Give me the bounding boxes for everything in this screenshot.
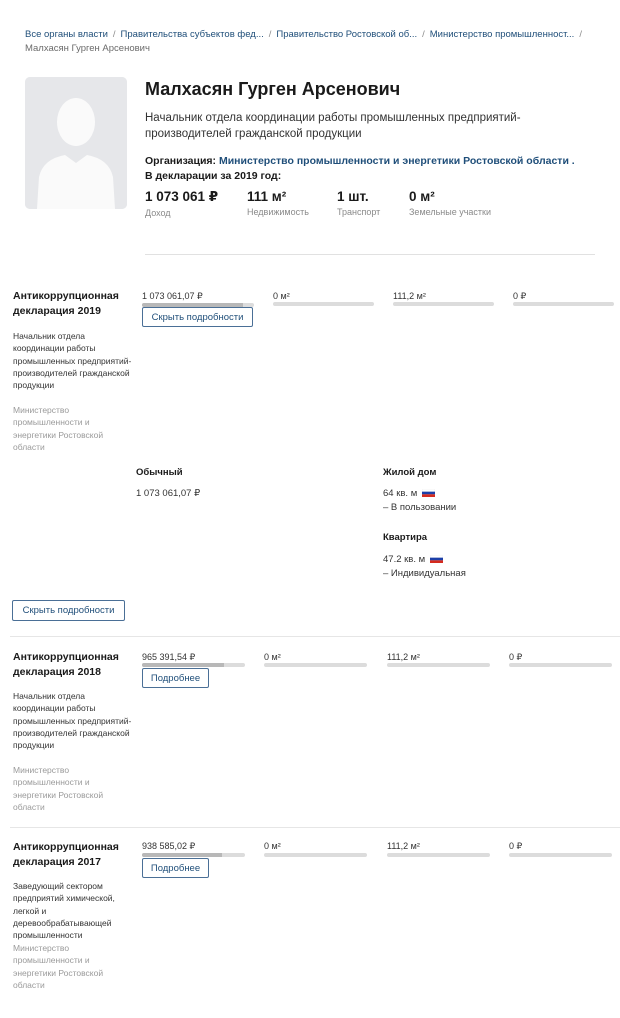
russia-flag-icon xyxy=(430,555,443,563)
stat-value: 111 м² xyxy=(247,189,287,204)
declaration-title: Антикоррупционная декларация 2017 xyxy=(13,841,119,868)
breadcrumb-separator: / xyxy=(422,29,425,40)
hide-details-bottom-button[interactable]: Скрыть подробности xyxy=(12,600,125,621)
organization-label: Организация: xyxy=(145,155,217,167)
stat-label: Доход xyxy=(145,208,171,218)
organization-link[interactable]: Министерство промышленности и энергетики Ростовской области . xyxy=(218,155,575,167)
stat-income xyxy=(145,189,218,218)
realty-area xyxy=(383,487,435,501)
income-value: 965 391,54 ₽ xyxy=(142,652,196,662)
declaration-position: Заведующий сектором предприятий химической, легкой и деревообрабатывающей промышленности xyxy=(13,881,115,941)
breadcrumb-item[interactable]: Правительства субъектов фед... xyxy=(120,29,264,40)
breadcrumb-separator: / xyxy=(268,29,272,40)
declaration-position: Начальник отдела координации работы промышленных предприятий-производителей гражданской продукции xyxy=(13,691,132,751)
land-value: 0 м² xyxy=(264,652,281,662)
income-value: 1 073 061,07 ₽ xyxy=(142,291,203,301)
breadcrumb-item[interactable]: Министерство промышленност... xyxy=(429,29,575,40)
breadcrumb-separator: / xyxy=(579,29,582,40)
income-value: 938 585,02 ₽ xyxy=(142,841,196,851)
declaration-organization: Министерство промышленности и энергетики Ростовской области xyxy=(13,943,104,990)
breadcrumb-current: Малхасян Гурген Арсенович xyxy=(25,43,150,54)
realty-area-value: 64 кв. м xyxy=(383,488,418,499)
stat-label: Земельные участки xyxy=(409,207,492,217)
declaration-organization: Министерство промышленности и энергетики Ростовской области xyxy=(13,405,104,452)
stat-value: 1 шт. xyxy=(337,189,369,204)
organization-line xyxy=(145,155,575,167)
declaration-year-label: В декларации за 2019 год: xyxy=(145,170,282,182)
income-type-value: 1 073 061,07 ₽ xyxy=(136,488,201,499)
realty-area-value: 47.2 кв. м xyxy=(383,554,426,565)
stat-transport xyxy=(337,189,380,217)
vehicle-bar xyxy=(513,302,614,306)
declaration-title: Антикоррупционная декларация 2019 xyxy=(13,290,119,317)
stat-label: Транспорт xyxy=(337,207,381,217)
vehicle-value: 0 ₽ xyxy=(513,291,527,301)
stat-value: 1 073 061 ₽ xyxy=(145,189,219,204)
person-silhouette-icon xyxy=(25,77,127,209)
more-details-button[interactable]: Подробнее xyxy=(142,668,209,688)
divider xyxy=(145,254,595,255)
realty-type-heading: Квартира xyxy=(383,532,428,543)
stat-realty xyxy=(247,189,309,217)
realty-bar xyxy=(393,302,494,306)
hide-details-button[interactable]: Скрыть подробности xyxy=(142,307,253,327)
realty-bar xyxy=(387,663,490,667)
breadcrumb-item[interactable]: Все органы власти xyxy=(25,29,108,40)
land-bar xyxy=(264,663,367,667)
income-bar xyxy=(142,853,245,857)
realty-ownership: – Индивидуальная xyxy=(383,568,466,579)
income-bar xyxy=(142,663,245,667)
stat-label: Недвижимость xyxy=(247,207,309,217)
realty-bar xyxy=(387,853,490,857)
income-type-heading: Обычный xyxy=(136,467,183,478)
row-separator xyxy=(10,636,620,637)
stat-land xyxy=(409,189,491,217)
avatar xyxy=(25,77,127,209)
income-bar-fill xyxy=(142,663,224,667)
person-position: Начальник отдела координации работы промышленных предприятий-производителей гражданской продукции xyxy=(145,112,521,140)
row-separator xyxy=(10,827,620,828)
person-name: Малхасян Гурген Арсенович xyxy=(145,79,401,99)
realty-value: 111,2 м² xyxy=(393,291,426,301)
breadcrumb-item[interactable]: Правительство Ростовской об... xyxy=(276,29,418,40)
stat-value: 0 м² xyxy=(409,189,435,204)
vehicle-value: 0 ₽ xyxy=(509,652,523,662)
land-value: 0 м² xyxy=(273,291,290,301)
vehicle-value: 0 ₽ xyxy=(509,841,523,851)
breadcrumb xyxy=(25,28,605,56)
vehicle-bar xyxy=(509,853,612,857)
declaration-organization: Министерство промышленности и энергетики Ростовской области xyxy=(13,765,104,812)
income-bar-fill xyxy=(142,853,222,857)
land-value: 0 м² xyxy=(264,841,281,851)
realty-area xyxy=(383,553,443,567)
land-bar xyxy=(273,302,374,306)
realty-ownership: – В пользовании xyxy=(383,502,457,513)
land-bar xyxy=(264,853,367,857)
realty-type-heading: Жилой дом xyxy=(383,467,437,478)
breadcrumb-separator: / xyxy=(112,29,116,40)
more-details-button[interactable]: Подробнее xyxy=(142,858,209,878)
declaration-title: Антикоррупционная декларация 2018 xyxy=(13,651,119,678)
realty-value: 111,2 м² xyxy=(387,841,420,851)
declaration-position: Начальник отдела координации работы промышленных предприятий-производителей гражданской продукции xyxy=(13,331,132,391)
realty-value: 111,2 м² xyxy=(387,652,420,662)
russia-flag-icon xyxy=(422,489,435,497)
vehicle-bar xyxy=(509,663,612,667)
